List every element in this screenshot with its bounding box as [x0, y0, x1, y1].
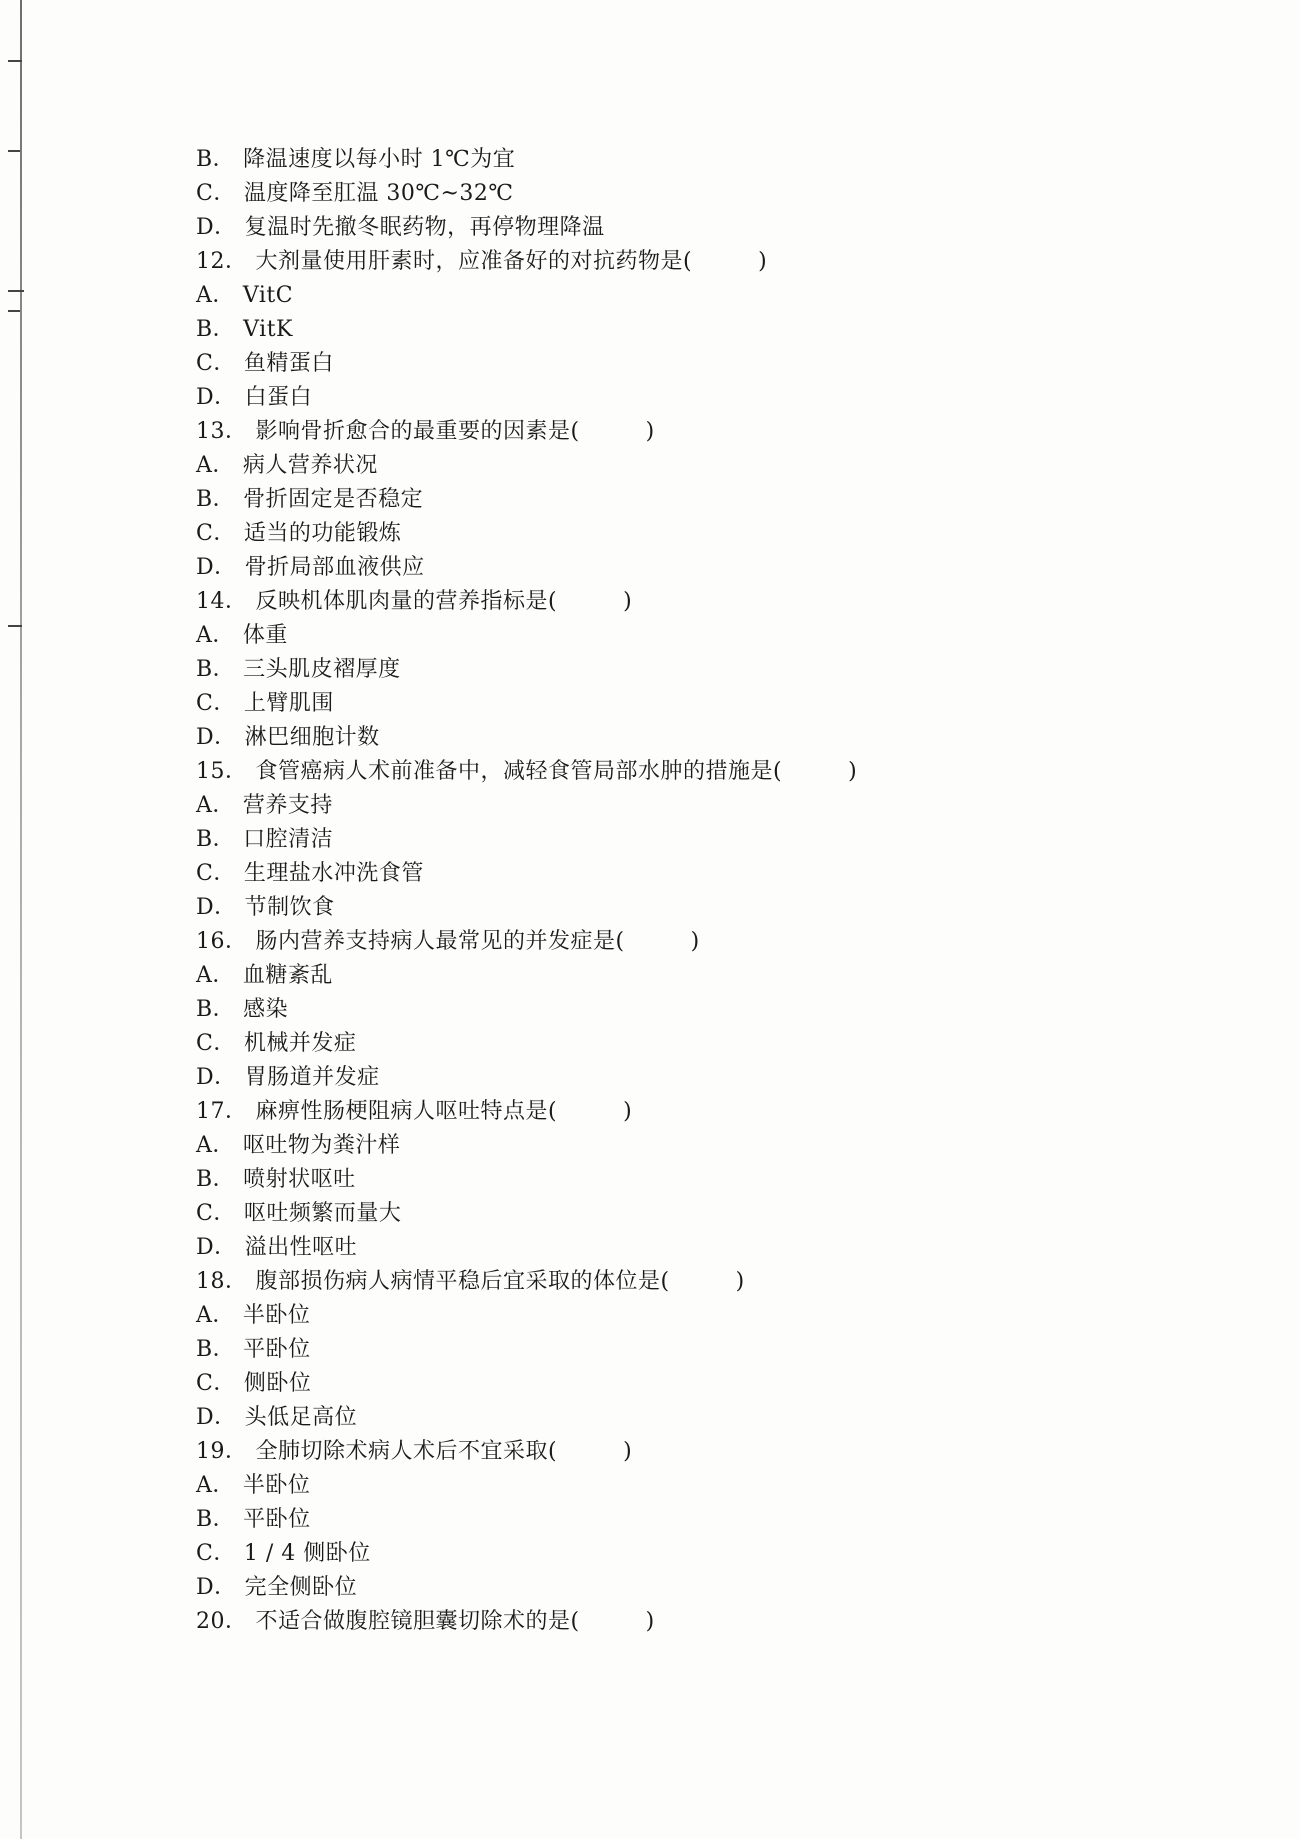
item-text: 鱼精蛋白	[243, 351, 334, 376]
question-list	[196, 143, 1196, 1639]
answer-option	[196, 143, 1196, 177]
item-text: 骨折固定是否稳定	[243, 487, 424, 512]
item-label: 18．	[196, 1269, 248, 1294]
item-text: 溢出性呕吐	[244, 1235, 358, 1260]
answer-option	[196, 993, 1196, 1027]
item-label: A．	[196, 623, 235, 648]
answer-option	[196, 687, 1196, 721]
item-text: 食管癌病人术前准备中，减轻食管局部水肿的措施是(	[255, 759, 783, 784]
item-label: C．	[196, 691, 236, 716]
item-label: 16．	[196, 929, 248, 954]
item-label: D．	[196, 385, 237, 410]
item-text: 不适合做腹腔镜胆囊切除术的是(	[255, 1609, 580, 1634]
item-label: C．	[196, 1371, 236, 1396]
question-stem	[196, 415, 1196, 449]
item-label: B．	[196, 317, 236, 342]
item-text: 降温速度以每小时 1℃为宜	[243, 147, 516, 172]
answer-option	[196, 347, 1196, 381]
item-text: 平卧位	[243, 1507, 311, 1532]
answer-option	[196, 1027, 1196, 1061]
item-text: 三头肌皮褶厚度	[243, 657, 401, 682]
item-label: D．	[196, 1065, 237, 1090]
item-text: 白蛋白	[244, 385, 313, 410]
answer-option	[196, 1333, 1196, 1367]
item-label: B．	[196, 827, 236, 852]
answer-option	[196, 857, 1196, 891]
item-label: B．	[196, 1337, 236, 1362]
answer-option	[196, 1571, 1196, 1605]
answer-option	[196, 891, 1196, 925]
question-stem	[196, 1265, 1196, 1299]
item-label: C．	[196, 351, 236, 376]
item-text: 全肺切除术病人术后不宜采取(	[255, 1439, 558, 1464]
answer-option	[196, 517, 1196, 551]
item-label: D．	[196, 555, 237, 580]
item-text: 营养支持	[242, 793, 333, 818]
item-label: D．	[196, 215, 237, 240]
item-label: B．	[196, 997, 236, 1022]
answer-option	[196, 211, 1196, 245]
scan-mark	[8, 60, 22, 62]
item-text: 节制饮食	[244, 895, 335, 920]
answer-option	[196, 483, 1196, 517]
item-text: 侧卧位	[243, 1371, 312, 1396]
item-label: 15．	[196, 759, 248, 784]
answer-option	[196, 1231, 1196, 1265]
scan-mark	[8, 290, 24, 292]
answer-option	[196, 449, 1196, 483]
closing-paren: )	[848, 759, 858, 784]
item-text: 复温时先撤冬眠药物，再停物理降温	[244, 215, 605, 240]
item-label: C．	[196, 1201, 236, 1226]
closing-paren: )	[758, 249, 768, 274]
item-text: 腹部损伤病人病情平稳后宜采取的体位是(	[255, 1269, 670, 1294]
item-text: 上臂肌围	[243, 691, 334, 716]
item-text: 麻痹性肠梗阻病人呕吐特点是(	[255, 1099, 558, 1124]
answer-option	[196, 1537, 1196, 1571]
item-text: 体重	[242, 623, 288, 648]
closing-paren: )	[645, 1609, 655, 1634]
item-label: D．	[196, 1235, 237, 1260]
item-text: 适当的功能锻炼	[243, 521, 402, 546]
item-text: 大剂量使用肝素时，应准备好的对抗药物是(	[255, 249, 693, 274]
item-label: B．	[196, 1507, 236, 1532]
item-label: C．	[196, 861, 236, 886]
answer-option	[196, 177, 1196, 211]
answer-option	[196, 1367, 1196, 1401]
item-label: D．	[196, 725, 237, 750]
item-text: 影响骨折愈合的最重要的因素是(	[255, 419, 580, 444]
item-label: 14．	[196, 589, 248, 614]
item-label: A．	[196, 283, 235, 308]
closing-paren: )	[623, 1439, 633, 1464]
answer-option	[196, 313, 1196, 347]
item-text: 1 / 4 侧卧位	[243, 1541, 371, 1566]
item-label: 12．	[196, 249, 248, 274]
item-label: C．	[196, 1541, 236, 1566]
item-text: 血糖紊乱	[242, 963, 333, 988]
item-label: A．	[196, 793, 235, 818]
answer-option	[196, 959, 1196, 993]
item-text: VitC	[242, 283, 294, 308]
answer-option	[196, 619, 1196, 653]
question-stem	[196, 925, 1196, 959]
question-stem	[196, 245, 1196, 279]
answer-option	[196, 279, 1196, 313]
question-stem	[196, 1605, 1196, 1639]
item-label: A．	[196, 1473, 235, 1498]
item-label: D．	[196, 1575, 237, 1600]
answer-option	[196, 653, 1196, 687]
answer-option	[196, 721, 1196, 755]
item-label: A．	[196, 1133, 235, 1158]
item-label: 19．	[196, 1439, 248, 1464]
item-text: 骨折局部血液供应	[244, 555, 425, 580]
item-text: 生理盐水冲洗食管	[243, 861, 424, 886]
item-label: C．	[196, 1031, 236, 1056]
closing-paren: )	[623, 589, 633, 614]
question-stem	[196, 1435, 1196, 1469]
answer-option	[196, 1299, 1196, 1333]
answer-option	[196, 381, 1196, 415]
item-text: 头低足高位	[244, 1405, 358, 1430]
item-label: B．	[196, 657, 236, 682]
item-label: 17．	[196, 1099, 248, 1124]
answer-option	[196, 1503, 1196, 1537]
closing-paren: )	[623, 1099, 633, 1124]
item-text: 完全侧卧位	[244, 1575, 358, 1600]
scan-edge	[20, 0, 22, 1839]
item-text: 半卧位	[242, 1303, 311, 1328]
item-text: 肠内营养支持病人最常见的并发症是(	[255, 929, 625, 954]
item-text: 半卧位	[242, 1473, 311, 1498]
scan-mark	[8, 625, 22, 627]
item-label: A．	[196, 1303, 235, 1328]
item-label: D．	[196, 1405, 237, 1430]
item-text: 温度降至肛温 30℃~32℃	[243, 181, 514, 206]
item-text: 呕吐频繁而量大	[243, 1201, 402, 1226]
answer-option	[196, 1469, 1196, 1503]
item-text: 淋巴细胞计数	[244, 725, 380, 750]
item-text: 胃肠道并发症	[244, 1065, 380, 1090]
answer-option	[196, 1129, 1196, 1163]
item-text: 感染	[243, 997, 289, 1022]
answer-option	[196, 1197, 1196, 1231]
item-label: A．	[196, 453, 235, 478]
item-label: 13．	[196, 419, 248, 444]
answer-option	[196, 789, 1196, 823]
item-text: 喷射状呕吐	[243, 1167, 356, 1192]
answer-option	[196, 1401, 1196, 1435]
item-label: C．	[196, 181, 236, 206]
scan-mark	[8, 310, 20, 312]
item-label: B．	[196, 1167, 236, 1192]
closing-paren: )	[690, 929, 700, 954]
question-stem	[196, 1095, 1196, 1129]
item-text: 平卧位	[243, 1337, 311, 1362]
question-stem	[196, 755, 1196, 789]
item-text: VitK	[243, 317, 293, 342]
item-text: 病人营养状况	[242, 453, 378, 478]
answer-option	[196, 1061, 1196, 1095]
item-label: B．	[196, 147, 236, 172]
item-text: 机械并发症	[243, 1031, 357, 1056]
closing-paren: )	[735, 1269, 745, 1294]
item-label: D．	[196, 895, 237, 920]
item-label: B．	[196, 487, 236, 512]
question-stem	[196, 585, 1196, 619]
scan-mark	[8, 150, 20, 152]
answer-option	[196, 1163, 1196, 1197]
item-label: A．	[196, 963, 235, 988]
item-text: 反映机体肌肉量的营养指标是(	[255, 589, 558, 614]
item-label: C．	[196, 521, 236, 546]
item-label: 20．	[196, 1609, 248, 1634]
item-text: 呕吐物为粪汁样	[242, 1133, 401, 1158]
answer-option	[196, 823, 1196, 857]
answer-option	[196, 551, 1196, 585]
closing-paren: )	[645, 419, 655, 444]
item-text: 口腔清洁	[243, 827, 334, 852]
